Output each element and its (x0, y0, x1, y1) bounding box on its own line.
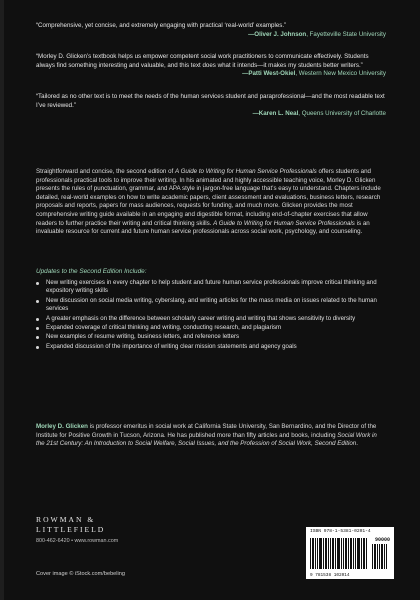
quote-1 (36, 22, 386, 39)
publisher-logo-line-2: LITTLEFIELD (36, 525, 106, 534)
list-item (36, 297, 386, 314)
barcode-bars-icon (310, 538, 370, 569)
price-code: 90000 (374, 537, 390, 543)
bio-text: is professor emeritus in social work at California State University, San Bernardino, and the Director of the Institute for Positive Growth in Tucson, Arizona. He has published more than fifty articles and books, including (36, 423, 377, 439)
description-title: A Guide to Writing for Human Service Professionals (174, 168, 317, 175)
second-edition-updates (36, 268, 386, 352)
quote-author: —Oliver J. Johnson (248, 30, 307, 38)
spine-edge (0, 0, 4, 600)
list-item-text: A greater emphasis on the difference between scholarly career writing and writing that shows sensitivity to diversity (46, 314, 356, 322)
isbn-label: ISBN 978-1-5381-0201-4 (310, 529, 371, 534)
quote-attribution (36, 70, 386, 79)
quote-text: “Morley D. Glicken’s textbook helps us empower competent social work practitioners to communicate effectively. Students always find something interesting and valuable, and this text does what it intends—it makes my students better writers.” (36, 53, 369, 69)
bullet-icon (36, 336, 39, 339)
author-name: Morley D. Glicken (36, 423, 88, 430)
isbn-barcode (306, 527, 394, 579)
list-item-text: New writing exercises in every chapter to help student and future human service professionals improve critical thinking and expository writing skills (46, 279, 377, 295)
quote-text: “Comprehensive, yet concise, and extremely engaging with practical ‘real-world’ examples.” (36, 22, 287, 29)
list-item (36, 324, 386, 332)
bullet-icon (36, 346, 39, 349)
publisher-contact: 800-462-6420 • www.rowman.com (36, 538, 119, 544)
quote-3 (36, 93, 386, 119)
bullet-icon (36, 327, 39, 330)
publisher-logo-line-1: ROWMAN & (36, 515, 96, 524)
list-item-text: New examples of resume writing, business letters, and reference letters (46, 333, 240, 341)
quote-attribution (36, 31, 386, 40)
quote-affiliation: , Fayetteville State University (306, 30, 386, 38)
updates-heading: Updates to the Second Edition Include: (36, 268, 147, 275)
description-body: offers students and professionals practical tools to improve their writing. In his animated and highly accessible teaching voice, Morley D. Glicken presents the rules of punctuation, grammar, and APA style in jargon-free language that’s easy to understand. Chapters include detailed, real-world examples on how to write academic papers, client assessment and evaluations, business letters, research proposals and reports, papers for mass audiences, requests for funding, and much more. Glicken provides the most comprehensive writing guide available in an engaging and digestible format, including end-of-chapter exercises that allow readers to further practice their writing and critical thinking skills. (36, 168, 381, 227)
description-title-repeat: A Guide to Writing for Human Service Professionals (213, 219, 355, 227)
quote-author: —Karen L. Neal (252, 110, 299, 118)
list-item (36, 333, 386, 341)
list-item (36, 279, 386, 296)
updates-list (36, 279, 386, 351)
list-item-text: Expanded coverage of critical thinking and writing, conducting research, and plagiarism (46, 324, 282, 332)
list-item-text: Expanded discussion of the importance of writing clear mission statements and agency goals (46, 342, 297, 350)
cover-image-credit: Cover image © iStock.com/bebeling (36, 571, 126, 577)
quote-author: —Patti West-Okiel (242, 70, 296, 78)
quote-text: “Tailored as no other text is to meet the needs of the human services student and paraprofessional—and the most readable text I’ve reviewed.” (36, 92, 385, 109)
bullet-icon (36, 318, 39, 321)
isbn-digits: 9 781538 102014 (310, 573, 350, 578)
bullet-icon (36, 300, 39, 303)
list-item-text: New discussion on social media writing, cyberslang, and writing articles for the mass media on issues related to the human services (46, 296, 377, 313)
praise-quotes (36, 22, 386, 133)
description-intro: Straightforward and concise, the second edition of (36, 168, 175, 175)
quote-affiliation: , Queens University of Charlotte (298, 110, 386, 118)
bullet-icon (36, 282, 39, 285)
author-bio (36, 423, 386, 449)
list-item (36, 315, 386, 323)
bio-book-title: Social Work in the 21st Century: An Introduction to Social Welfare, Social Issues, and the Profession of Social Work, Second Edition (36, 431, 377, 448)
quote-attribution (36, 110, 386, 119)
list-item (36, 343, 386, 351)
addon-barcode-icon (372, 544, 392, 569)
description-closing: is an invaluable resource for current and future human service professionals across social work, psychology, and counseling. (36, 219, 370, 236)
publisher-block (36, 515, 118, 544)
bio-end: . (356, 440, 358, 448)
quote-2 (36, 53, 386, 79)
book-description (36, 168, 386, 237)
quote-affiliation: , Western New Mexico University (295, 70, 386, 78)
